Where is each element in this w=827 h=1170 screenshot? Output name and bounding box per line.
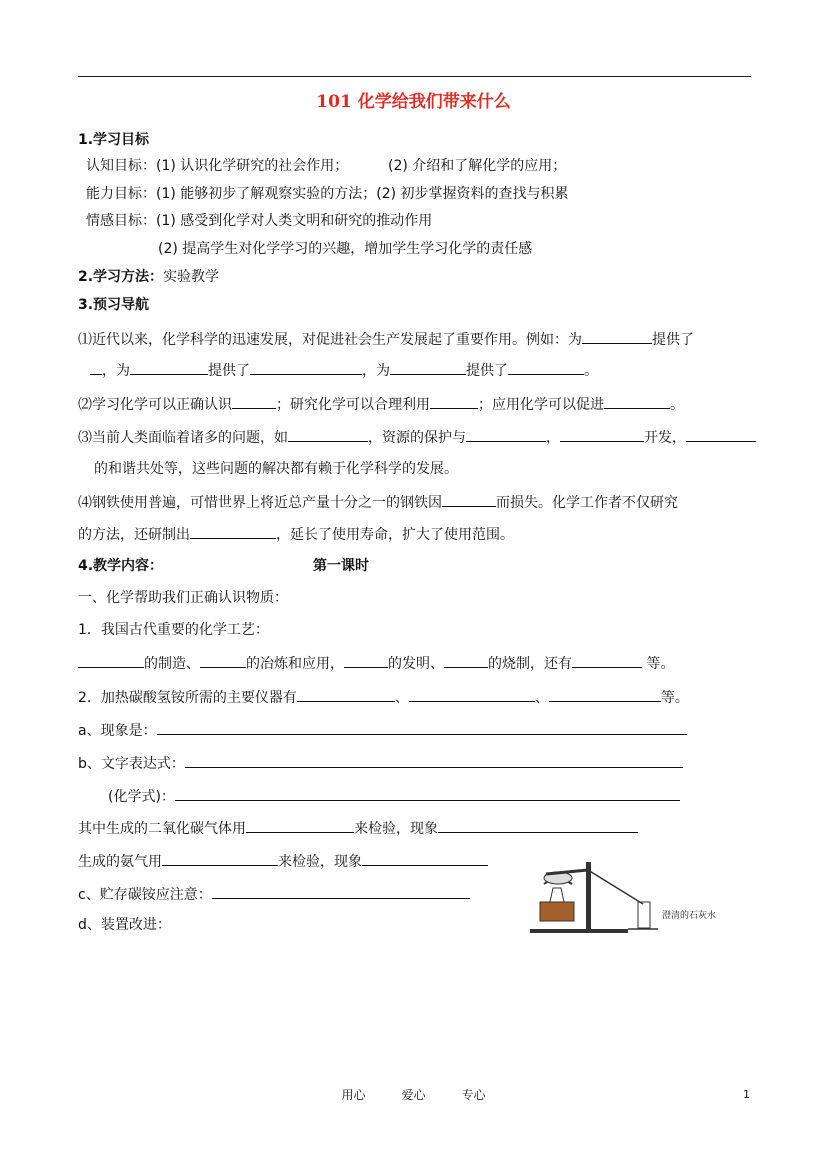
- fill-blank[interactable]: [572, 652, 642, 668]
- test-tube: [546, 870, 588, 874]
- preview-text: 。: [670, 397, 684, 413]
- fill-blank[interactable]: [582, 328, 652, 344]
- item-c: [78, 883, 470, 905]
- fill-blank[interactable]: [549, 686, 661, 702]
- fill-blank[interactable]: [200, 652, 246, 668]
- item-formula: [108, 785, 680, 807]
- fill-blank[interactable]: [78, 652, 144, 668]
- preview-text: 。: [584, 363, 598, 379]
- fill-blank[interactable]: [444, 652, 488, 668]
- section-2-line: [78, 267, 219, 287]
- item-d: d、装置改进：: [78, 917, 171, 933]
- fill-blank[interactable]: [430, 393, 478, 409]
- section-1-heading: 1.学习目标: [78, 132, 150, 148]
- q-text: 、: [534, 690, 549, 706]
- header-rule: [78, 76, 751, 77]
- preview-text: 提供了: [208, 363, 250, 379]
- q-text: 的冶炼和应用，: [246, 656, 344, 672]
- preview-text: ，为: [102, 363, 130, 379]
- preview-item-2: [78, 393, 684, 415]
- q-text: 其中生成的二氧化碳气体用: [78, 821, 246, 837]
- fill-blank[interactable]: [246, 817, 354, 833]
- subsection-1: 一、化学帮助我们正确认识物质：: [78, 590, 288, 606]
- objective-ability: 能力目标：(1) 能够初步了解观察实验的方法；(2) 初步掌握资料的查找与积累: [86, 186, 569, 202]
- page-title: 101 化学给我们带来什么: [316, 92, 511, 112]
- q-text: 来检验，现象: [278, 854, 362, 870]
- item-co2: [78, 817, 638, 839]
- item-nh3: [78, 850, 488, 872]
- q-text: c、贮存碳铵应注意：: [78, 887, 212, 903]
- objective-emotion: 情感目标：(1) 感受到化学对人类文明和研究的推动作用: [86, 213, 433, 229]
- fill-blank[interactable]: [362, 850, 488, 866]
- q-text: 的制造、: [144, 656, 200, 672]
- q-text: a、现象是：: [78, 723, 157, 739]
- lesson-label: 第一课时: [313, 558, 369, 574]
- delivery-tube: [588, 870, 643, 904]
- section-4-heading: 4.教学内容：: [78, 558, 164, 574]
- fill-blank[interactable]: [288, 426, 368, 442]
- preview-text: ，资源的保护与: [368, 430, 466, 446]
- preview-text: 提供了: [466, 363, 508, 379]
- question-1-answers: [78, 652, 674, 674]
- footer-word: 专心: [461, 1088, 486, 1102]
- objective-emotion-2: (2) 提高学生对化学学习的兴趣，增加学生学习化学的责任感: [158, 241, 533, 257]
- heating-apparatus-figure: [528, 856, 718, 936]
- receiving-tube: [638, 902, 650, 928]
- q-text: 的发明、: [388, 656, 444, 672]
- q-text: 来检验，现象: [354, 821, 438, 837]
- fill-blank[interactable]: [90, 359, 102, 375]
- fill-blank[interactable]: [560, 426, 644, 442]
- learning-method: 实验教学: [163, 269, 220, 285]
- preview-item-1-cont: [90, 359, 598, 381]
- preview-item-3-cont: 的和谐共处等，这些问题的解决都有赖于化学科学的发展。: [94, 461, 458, 477]
- q-text: 的烧制，还有: [488, 656, 572, 672]
- section-3-heading: 3.预习导航: [78, 297, 150, 313]
- fill-blank[interactable]: [466, 426, 546, 442]
- objective-cognitive-2: (2) 介绍和了解化学的应用；: [388, 158, 567, 174]
- preview-text: 开发，: [644, 430, 686, 446]
- fill-blank[interactable]: [190, 523, 276, 539]
- fill-blank[interactable]: [390, 359, 466, 375]
- preview-item-4-cont: [78, 523, 514, 545]
- question-1: 1．我国古代重要的化学工艺：: [78, 622, 269, 638]
- fill-blank[interactable]: [130, 359, 208, 375]
- fill-blank[interactable]: [175, 785, 680, 801]
- figure-label: 澄清的石灰水: [662, 911, 717, 921]
- preview-item-1: [78, 328, 694, 350]
- preview-text: ⑷钢铁使用普遍，可惜世界上将近总产量十分之一的钢铁因: [78, 495, 442, 511]
- fill-blank[interactable]: [508, 359, 584, 375]
- footer-motto: [0, 1085, 827, 1105]
- q-text: b、文字表达式：: [78, 756, 185, 772]
- preview-text: ⑵学习化学可以正确认识: [78, 397, 232, 413]
- fill-blank[interactable]: [185, 752, 683, 768]
- objective-cognitive: 认知目标：(1) 认识化学研究的社会作用；: [86, 158, 349, 174]
- fill-blank[interactable]: [604, 393, 670, 409]
- fill-blank[interactable]: [438, 817, 638, 833]
- q-text: 2．加热碳酸氢铵所需的主要仪器有: [78, 690, 297, 706]
- q-text: 等。: [646, 656, 675, 672]
- wood-block: [540, 902, 574, 921]
- stand-base: [530, 929, 628, 933]
- q-text: 、: [394, 690, 409, 706]
- fill-blank[interactable]: [157, 719, 687, 735]
- alcohol-lamp-icon: [550, 888, 564, 902]
- preview-item-3: [78, 426, 756, 448]
- fill-blank[interactable]: [297, 686, 395, 702]
- page-number: 1: [743, 1088, 750, 1101]
- preview-text: ；研究化学可以合理利用: [276, 397, 430, 413]
- preview-text: ⑶当前人类面临着诸多的问题，如: [78, 430, 288, 446]
- item-b: [78, 752, 683, 774]
- preview-text: ；应用化学可以促进: [478, 397, 604, 413]
- question-2: [78, 686, 689, 708]
- fill-blank[interactable]: [686, 426, 756, 442]
- item-a: [78, 719, 687, 741]
- preview-text: ⑴近代以来，化学科学的迅速发展，对促进社会生产发展起了重要作用。例如：为: [78, 332, 582, 348]
- footer-word: 用心: [341, 1088, 366, 1102]
- preview-text: 而损失。化学工作者不仅研究: [496, 495, 678, 511]
- fill-blank[interactable]: [344, 652, 388, 668]
- preview-item-4: [78, 491, 678, 513]
- preview-text: 的方法，还研制出: [78, 527, 190, 543]
- preview-text: 提供了: [652, 332, 694, 348]
- q-text: 等。: [660, 690, 689, 706]
- fill-blank[interactable]: [212, 883, 470, 899]
- q-text: 生成的氨气用: [78, 854, 162, 870]
- fill-blank[interactable]: [232, 393, 276, 409]
- fill-blank[interactable]: [162, 850, 278, 866]
- fill-blank[interactable]: [250, 359, 362, 375]
- section-2-heading: 2.学习方法：: [78, 269, 164, 285]
- preview-text: ，为: [362, 363, 390, 379]
- preview-text: ，: [546, 430, 560, 446]
- q-text: (化学式)：: [108, 789, 175, 805]
- fill-blank[interactable]: [442, 491, 496, 507]
- preview-text: ，延长了使用寿命，扩大了使用范围。: [276, 527, 514, 543]
- footer-word: 爱心: [401, 1088, 426, 1102]
- fill-blank[interactable]: [409, 686, 535, 702]
